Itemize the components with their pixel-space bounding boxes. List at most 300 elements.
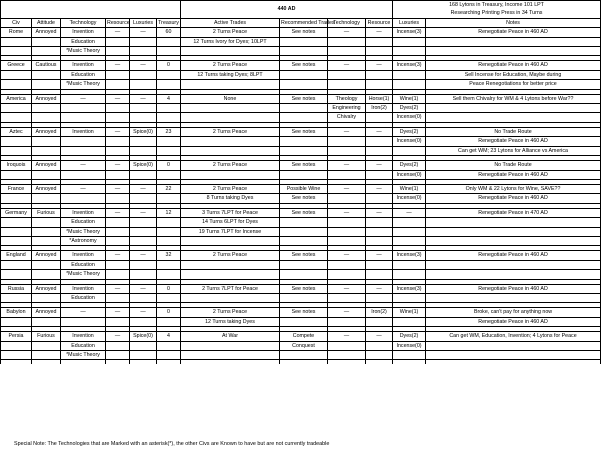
active-trades-cell xyxy=(181,113,280,122)
spacer-cell xyxy=(130,360,157,365)
civ-name-cell xyxy=(1,47,32,56)
resource-cell: — xyxy=(106,161,130,170)
luxuries-2-cell xyxy=(393,70,426,79)
luxuries-2-cell: Incense(3) xyxy=(393,251,426,260)
luxuries-2-cell: Wine(1) xyxy=(393,308,426,317)
treasury-cell xyxy=(157,37,181,46)
table-row xyxy=(1,260,601,269)
recommended-trades-cell xyxy=(280,113,328,122)
resource-2-cell xyxy=(366,194,393,203)
attitude-cell xyxy=(32,37,61,46)
luxuries-2-cell: Incense(0) xyxy=(393,194,426,203)
civ-name-cell xyxy=(1,146,32,155)
table-row xyxy=(1,61,601,70)
resource-cell xyxy=(106,194,130,203)
notes-cell: No Trade Route xyxy=(426,161,601,170)
technology-cell: *Astronomy xyxy=(61,236,106,245)
luxuries-2-cell: Wine(1) xyxy=(393,184,426,193)
luxuries-2-cell xyxy=(393,270,426,279)
notes-cell: Renegotiate Peace in 460 AD xyxy=(426,251,601,260)
header-row xyxy=(1,18,601,27)
technology-cell: *Music Theory xyxy=(61,270,106,279)
notes-cell xyxy=(426,293,601,302)
luxuries-cell xyxy=(130,170,157,179)
notes-cell xyxy=(426,227,601,236)
luxuries-cell xyxy=(130,293,157,302)
luxuries-cell xyxy=(130,218,157,227)
technology-2-cell xyxy=(328,341,366,350)
technology-2-cell xyxy=(328,293,366,302)
resource-cell xyxy=(106,113,130,122)
table-row xyxy=(1,227,601,236)
attitude-cell xyxy=(32,260,61,269)
luxuries-cell: Spice(0) xyxy=(130,161,157,170)
resource-cell xyxy=(106,80,130,89)
recommended-trades-cell: See notes xyxy=(280,28,328,37)
table-row xyxy=(1,218,601,227)
spacer-cell xyxy=(426,360,601,365)
active-trades-cell: 3 Turns 7LPT for Peace xyxy=(181,208,280,217)
recommended-trades-cell xyxy=(280,236,328,245)
notes-cell: Renegotiate Peace in 460 AD xyxy=(426,194,601,203)
resource-2-cell: — xyxy=(366,284,393,293)
recommended-trades-cell xyxy=(280,70,328,79)
civ-name-cell: Germany xyxy=(1,208,32,217)
notes-cell: Sell them Chivalry for WM & 4 Lytons before War?? xyxy=(426,94,601,103)
technology-cell: Invention xyxy=(61,284,106,293)
luxuries-cell xyxy=(130,317,157,326)
treasury-cell xyxy=(157,47,181,56)
luxuries-cell xyxy=(130,341,157,350)
attitude-cell: Cautious xyxy=(32,61,61,70)
table-row xyxy=(1,184,601,193)
notes-cell xyxy=(426,236,601,245)
active-trades-cell xyxy=(181,170,280,179)
civ-name-cell: Iroquois xyxy=(1,161,32,170)
technology-2-cell: — xyxy=(328,332,366,341)
luxuries-2-cell: Incense(0) xyxy=(393,137,426,146)
recommended-trades-cell xyxy=(280,293,328,302)
attitude-cell xyxy=(32,70,61,79)
header-technology-2: Technology xyxy=(328,18,366,27)
technology-2-cell xyxy=(328,47,366,56)
recommended-trades-cell: See notes xyxy=(280,308,328,317)
technology-cell: Education xyxy=(61,37,106,46)
resource-2-cell: Iron(2) xyxy=(366,104,393,113)
technology-cell: Invention xyxy=(61,208,106,217)
technology-cell: Education xyxy=(61,293,106,302)
luxuries-2-cell xyxy=(393,47,426,56)
active-trades-cell: 12 Turns Ivory for Dyes; 10LPT xyxy=(181,37,280,46)
luxuries-2-cell xyxy=(393,227,426,236)
attitude-cell: Furious xyxy=(32,332,61,341)
luxuries-2-cell: Incense(3) xyxy=(393,28,426,37)
spacer-cell xyxy=(61,360,106,365)
technology-cell xyxy=(61,170,106,179)
header-luxuries: Luxuries xyxy=(130,18,157,27)
resource-cell xyxy=(106,270,130,279)
civ-name-cell: Russia xyxy=(1,284,32,293)
technology-2-cell xyxy=(328,227,366,236)
civ-name-cell xyxy=(1,260,32,269)
attitude-cell xyxy=(32,170,61,179)
resource-cell: — xyxy=(106,94,130,103)
resource-2-cell xyxy=(366,227,393,236)
luxuries-cell xyxy=(130,227,157,236)
resource-cell xyxy=(106,227,130,236)
luxuries-cell xyxy=(130,137,157,146)
recommended-trades-cell xyxy=(280,146,328,155)
civ-name-cell xyxy=(1,317,32,326)
resource-cell: — xyxy=(106,284,130,293)
header-attitude: Attitude xyxy=(32,18,61,27)
civ-name-cell: America xyxy=(1,94,32,103)
resource-2-cell: Iron(2) xyxy=(366,308,393,317)
technology-cell: — xyxy=(61,161,106,170)
header-luxuries-2: Luxuries xyxy=(393,18,426,27)
recommended-trades-cell: See notes xyxy=(280,94,328,103)
attitude-cell xyxy=(32,137,61,146)
resource-2-cell xyxy=(366,113,393,122)
technology-cell xyxy=(61,146,106,155)
civ-name-cell xyxy=(1,341,32,350)
notes-cell xyxy=(426,260,601,269)
technology-2-cell: — xyxy=(328,284,366,293)
active-trades-cell: 19 Turns 7LPT for Incense xyxy=(181,227,280,236)
recommended-trades-cell: See notes xyxy=(280,194,328,203)
technology-cell: *Music Theory xyxy=(61,227,106,236)
luxuries-2-cell xyxy=(393,236,426,245)
table-row xyxy=(1,37,601,46)
resource-cell: — xyxy=(106,28,130,37)
notes-cell: Broke, can't pay for anything now xyxy=(426,308,601,317)
notes-cell xyxy=(426,113,601,122)
treasury-cell xyxy=(157,146,181,155)
treasury-cell xyxy=(157,341,181,350)
resource-2-cell xyxy=(366,341,393,350)
active-trades-cell xyxy=(181,351,280,360)
table-row xyxy=(1,194,601,203)
table-row xyxy=(1,47,601,56)
technology-cell: Invention xyxy=(61,61,106,70)
spacer-row xyxy=(1,360,601,365)
attitude-cell xyxy=(32,270,61,279)
civ-name-cell xyxy=(1,70,32,79)
header-notes: Notes xyxy=(426,18,601,27)
luxuries-cell xyxy=(130,146,157,155)
recommended-trades-cell: Conquest xyxy=(280,341,328,350)
luxuries-2-cell: Incense(0) xyxy=(393,341,426,350)
active-trades-cell: 2 Turns Peace xyxy=(181,28,280,37)
recommended-trades-cell xyxy=(280,37,328,46)
technology-cell xyxy=(61,104,106,113)
header-technology: Technology xyxy=(61,18,106,27)
treasury-cell xyxy=(157,104,181,113)
luxuries-cell: — xyxy=(130,284,157,293)
luxuries-cell: Spice(0) xyxy=(130,127,157,136)
resource-cell xyxy=(106,146,130,155)
attitude-cell xyxy=(32,341,61,350)
spacer-cell xyxy=(1,360,32,365)
resource-cell: — xyxy=(106,251,130,260)
table-row xyxy=(1,293,601,302)
resource-2-cell xyxy=(366,293,393,302)
resource-2-cell xyxy=(366,260,393,269)
treasury-cell xyxy=(157,170,181,179)
attitude-cell xyxy=(32,236,61,245)
resource-cell xyxy=(106,137,130,146)
resource-2-cell xyxy=(366,137,393,146)
resource-2-cell xyxy=(366,218,393,227)
active-trades-cell: At War xyxy=(181,332,280,341)
recommended-trades-cell xyxy=(280,317,328,326)
technology-2-cell: Engineering xyxy=(328,104,366,113)
technology-cell: *Music Theory xyxy=(61,80,106,89)
treasury-cell xyxy=(157,227,181,236)
notes-cell: Renegotiate Peace in 460 AD xyxy=(426,317,601,326)
resource-2-cell xyxy=(366,236,393,245)
luxuries-cell xyxy=(130,236,157,245)
technology-2-cell: — xyxy=(328,127,366,136)
active-trades-cell xyxy=(181,104,280,113)
treasury-cell xyxy=(157,137,181,146)
table-row xyxy=(1,80,601,89)
active-trades-cell xyxy=(181,80,280,89)
luxuries-cell xyxy=(130,270,157,279)
recommended-trades-cell xyxy=(280,80,328,89)
treasury-cell xyxy=(157,70,181,79)
treasury-cell: 0 xyxy=(157,284,181,293)
resource-cell xyxy=(106,170,130,179)
resource-cell xyxy=(106,70,130,79)
resource-2-cell: — xyxy=(366,184,393,193)
attitude-cell xyxy=(32,351,61,360)
active-trades-cell: None xyxy=(181,94,280,103)
notes-cell: Renegotiate Peace in 460 AD xyxy=(426,170,601,179)
luxuries-cell: — xyxy=(130,28,157,37)
treasury-cell: 0 xyxy=(157,61,181,70)
table-row xyxy=(1,70,601,79)
treasury-cell xyxy=(157,260,181,269)
resource-cell: — xyxy=(106,61,130,70)
notes-cell xyxy=(426,37,601,46)
notes-cell: Renegotiate Peace in 470 AD xyxy=(426,208,601,217)
treasury-cell xyxy=(157,236,181,245)
active-trades-cell: 2 Turns Peace xyxy=(181,161,280,170)
notes-cell xyxy=(426,351,601,360)
attitude-cell xyxy=(32,218,61,227)
table-row xyxy=(1,170,601,179)
luxuries-cell: — xyxy=(130,208,157,217)
resource-2-cell xyxy=(366,80,393,89)
technology-2-cell xyxy=(328,137,366,146)
resource-cell: — xyxy=(106,332,130,341)
luxuries-cell xyxy=(130,113,157,122)
civ-name-cell: Babylon xyxy=(1,308,32,317)
luxuries-2-cell: — xyxy=(393,208,426,217)
notes-cell xyxy=(426,47,601,56)
luxuries-cell xyxy=(130,47,157,56)
header-resource-2: Resource xyxy=(366,18,393,27)
attitude-cell xyxy=(32,80,61,89)
civ-name-cell xyxy=(1,37,32,46)
luxuries-2-cell xyxy=(393,37,426,46)
treasury-cell: 32 xyxy=(157,251,181,260)
resource-cell: — xyxy=(106,308,130,317)
notes-cell xyxy=(426,341,601,350)
civ-name-cell: Aztec xyxy=(1,127,32,136)
table-row xyxy=(1,351,601,360)
civ-name-cell xyxy=(1,194,32,203)
table-row xyxy=(1,208,601,217)
active-trades-cell: 2 Turns Peace xyxy=(181,251,280,260)
resource-2-cell: — xyxy=(366,127,393,136)
resource-cell xyxy=(106,293,130,302)
header-resource: Resource xyxy=(107,19,130,26)
technology-cell xyxy=(61,317,106,326)
active-trades-cell: 2 Turns Peace xyxy=(181,308,280,317)
attitude-cell xyxy=(32,113,61,122)
recommended-trades-cell xyxy=(280,351,328,360)
luxuries-2-cell xyxy=(393,146,426,155)
spacer-cell xyxy=(280,360,328,365)
luxuries-cell xyxy=(130,260,157,269)
technology-cell: — xyxy=(61,184,106,193)
title-row xyxy=(1,1,601,19)
table-row xyxy=(1,284,601,293)
treasury-cell: 4 xyxy=(157,94,181,103)
top-note-line: 168 Lytons in Treasury, Income 101 LPT xyxy=(449,2,544,8)
spacer-cell xyxy=(328,360,366,365)
active-trades-cell xyxy=(181,270,280,279)
treasury-cell xyxy=(157,351,181,360)
notes-cell xyxy=(426,270,601,279)
attitude-cell: Annoyed xyxy=(32,284,61,293)
resource-2-cell xyxy=(366,70,393,79)
civ-name-cell xyxy=(1,236,32,245)
luxuries-cell: — xyxy=(130,251,157,260)
attitude-cell xyxy=(32,317,61,326)
technology-2-cell xyxy=(328,80,366,89)
technology-cell: — xyxy=(61,308,106,317)
technology-2-cell: — xyxy=(328,308,366,317)
table-row xyxy=(1,113,601,122)
technology-2-cell xyxy=(328,194,366,203)
treasury-cell: 0 xyxy=(157,308,181,317)
technology-2-cell: — xyxy=(328,161,366,170)
attitude-cell: Annoyed xyxy=(32,94,61,103)
active-trades-cell: 2 Turns Peace xyxy=(181,127,280,136)
recommended-trades-cell: See notes xyxy=(280,251,328,260)
treasury-cell xyxy=(157,194,181,203)
table-row xyxy=(1,161,601,170)
attitude-cell: Furious xyxy=(32,208,61,217)
resource-cell: — xyxy=(106,208,130,217)
active-trades-cell: 12 Turns taking Dyes; 8LPT xyxy=(181,70,280,79)
luxuries-cell xyxy=(130,70,157,79)
resource-cell xyxy=(106,236,130,245)
technology-cell: Invention xyxy=(61,127,106,136)
technology-2-cell xyxy=(328,37,366,46)
technology-2-cell: — xyxy=(328,28,366,37)
table-row xyxy=(1,251,601,260)
civ-name-cell xyxy=(1,351,32,360)
resource-2-cell xyxy=(366,37,393,46)
spacer-cell xyxy=(32,360,61,365)
active-trades-cell: 2 Turns Peace xyxy=(181,61,280,70)
treasury-cell: 23 xyxy=(157,127,181,136)
technology-cell xyxy=(61,113,106,122)
luxuries-cell xyxy=(130,351,157,360)
notes-cell: No Trade Route xyxy=(426,127,601,136)
resource-2-cell: — xyxy=(366,161,393,170)
active-trades-cell xyxy=(181,293,280,302)
recommended-trades-cell xyxy=(280,170,328,179)
treasury-cell: 60 xyxy=(157,28,181,37)
civ-name-cell: Rome xyxy=(1,28,32,37)
attitude-cell: Annoyed xyxy=(32,308,61,317)
luxuries-2-cell: Wine(1) xyxy=(393,94,426,103)
resource-cell xyxy=(106,317,130,326)
technology-2-cell xyxy=(328,170,366,179)
luxuries-cell: Spice(0) xyxy=(130,332,157,341)
technology-cell: Invention xyxy=(61,28,106,37)
attitude-cell xyxy=(32,194,61,203)
header-active-trades: Active Trades xyxy=(181,18,280,27)
luxuries-2-cell xyxy=(393,317,426,326)
luxuries-2-cell: Incense(0) xyxy=(393,170,426,179)
table-row xyxy=(1,28,601,37)
treasury-cell xyxy=(157,218,181,227)
luxuries-2-cell: Incense(3) xyxy=(393,61,426,70)
resource-2-cell xyxy=(366,351,393,360)
active-trades-cell: 2 Turns 7LPT for Peace xyxy=(181,284,280,293)
technology-2-cell: — xyxy=(328,61,366,70)
resource-2-cell xyxy=(366,146,393,155)
special-note: Special Note: The Technologies that are Marked with an asterisk(*), the other Civs are Known to have but are not currently tradeable xyxy=(14,441,330,447)
recommended-trades-cell xyxy=(280,218,328,227)
spacer-cell xyxy=(366,360,393,365)
luxuries-cell: — xyxy=(130,61,157,70)
resource-cell: — xyxy=(106,184,130,193)
table-row xyxy=(1,317,601,326)
technology-cell: — xyxy=(61,94,106,103)
technology-2-cell: — xyxy=(328,208,366,217)
civ-name-cell xyxy=(1,293,32,302)
luxuries-2-cell: Dyes(2) xyxy=(393,127,426,136)
technology-2-cell xyxy=(328,236,366,245)
table-row xyxy=(1,270,601,279)
civ-name-cell xyxy=(1,218,32,227)
resource-cell xyxy=(106,218,130,227)
attitude-cell xyxy=(32,104,61,113)
resource-2-cell xyxy=(366,270,393,279)
treasury-cell xyxy=(157,113,181,122)
civ-name-cell xyxy=(1,104,32,113)
technology-cell: Education xyxy=(61,218,106,227)
spacer-cell xyxy=(181,360,280,365)
technology-2-cell: — xyxy=(328,184,366,193)
luxuries-2-cell: Dyes(2) xyxy=(393,161,426,170)
technology-2-cell xyxy=(328,260,366,269)
luxuries-cell: — xyxy=(130,184,157,193)
attitude-cell xyxy=(32,146,61,155)
luxuries-cell xyxy=(130,37,157,46)
technology-cell: *Music Theory xyxy=(61,351,106,360)
attitude-cell: Annoyed xyxy=(32,161,61,170)
civ-name-cell: Greece xyxy=(1,61,32,70)
notes-cell xyxy=(426,218,601,227)
